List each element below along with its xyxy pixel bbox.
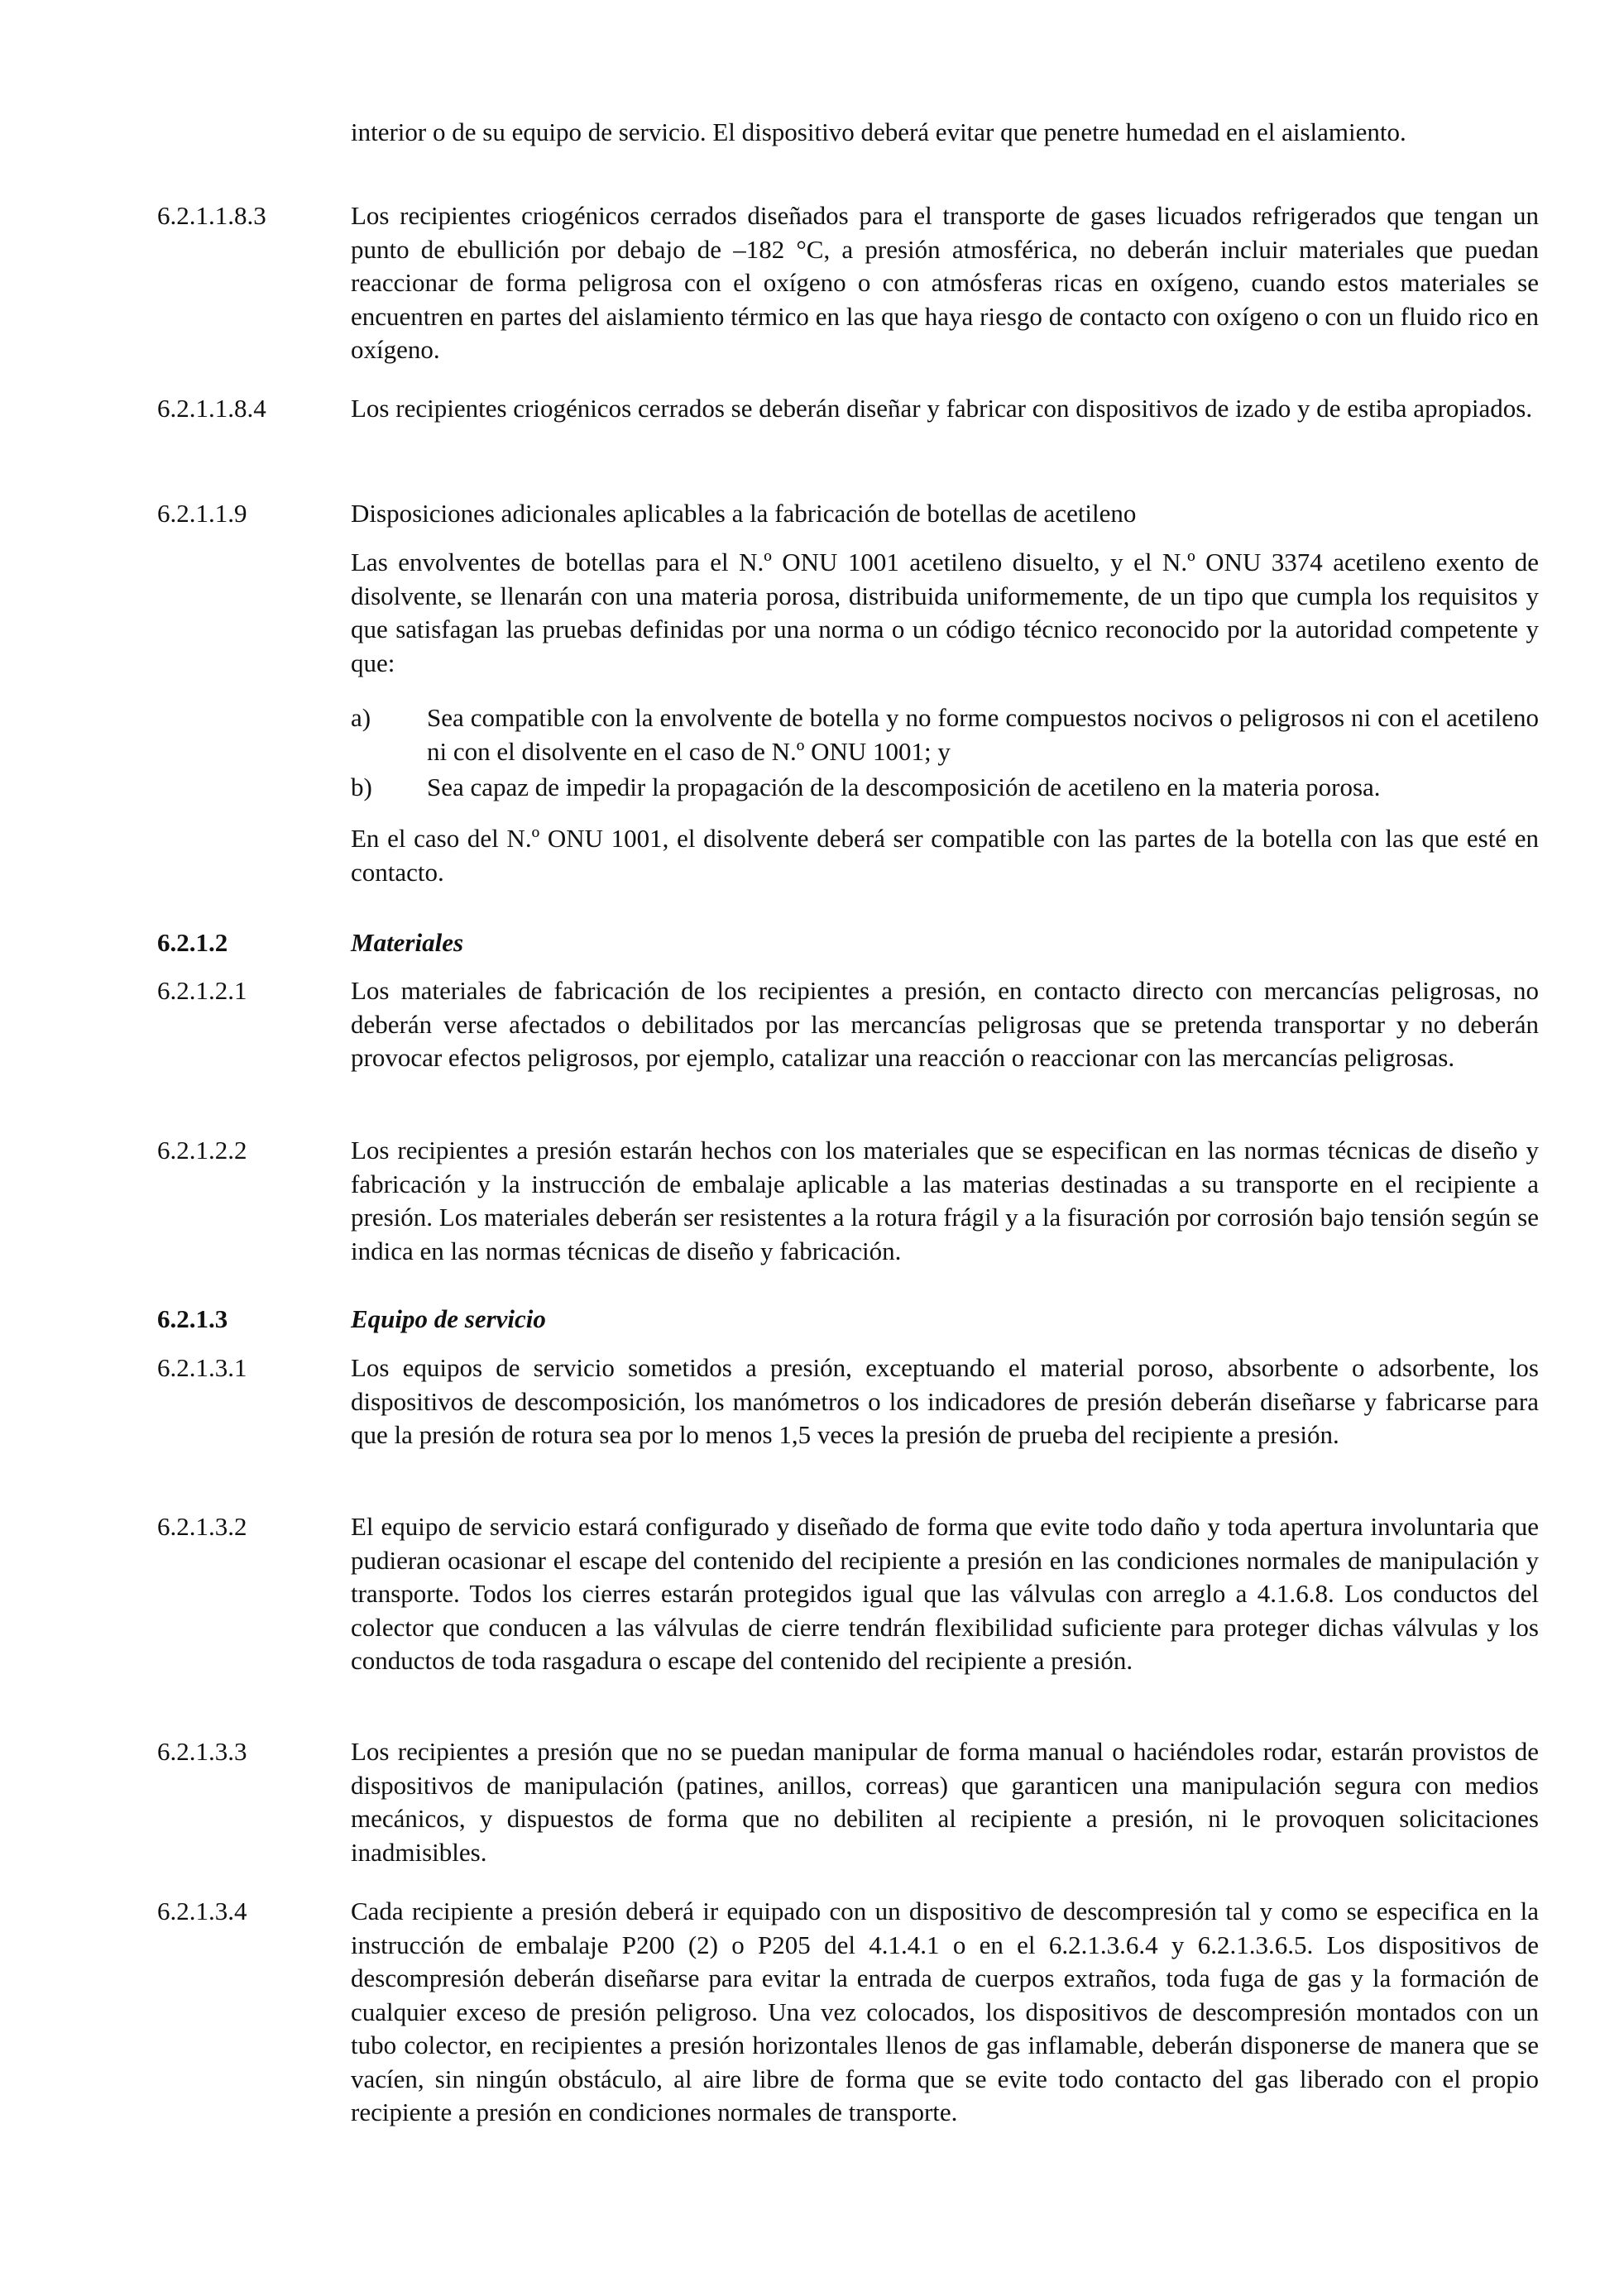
section-heading: Materiales	[351, 928, 464, 957]
section-text: Los recipientes criogénicos cerrados diseñados para el transporte de gases licuados refrigerados que tengan un punto de ebullición por debajo de –182 °C, a presión atmosférica, no deberán incluir materiales que puedan reaccionar de forma peligrosa con el oxígeno o con atmósferas ricas en oxígeno, cuando estos materiales se encuentren en partes del aislamiento térmico en las que haya riesgo de contacto con oxígeno o con un fluido rico en oxígeno.	[351, 201, 1539, 364]
section-number: 6.2.1.3.1	[157, 1353, 247, 1382]
section-text: Cada recipiente a presión deberá ir equipado con un dispositivo de descompresión tal y como se especifica en la instrucción de embalaje P200 (2) o P205 del 4.1.4.1 o en el 6.2.1.3.6.4 y 6.2.1.3.6.5. Los dispositivos de descompresión deberán diseñarse para evitar la entrada de cuerpos extraños, toda fuga de gas y la formación de cualquier exceso de presión peligroso. Una vez colocados, los dispositivos de descompresión montados con un tubo colector, en recipientes a presión horizontales llenos de gas inflamable, deberán disponerse de manera que se vacíen, sin ningún obstáculo, al aire libre de forma que se evite todo contacto del gas liberado con el propio recipiente a presión en condiciones normales de transporte.	[351, 1897, 1539, 2126]
section-number: 6.2.1.2	[157, 928, 228, 957]
section-number: 6.2.1.2.1	[157, 976, 247, 1005]
paragraph-text: Las envolventes de botellas para el N.º ONU 1001 acetileno disuelto, y el N.º ONU 3374 acetileno exento de disolvente, se llenarán con una materia porosa, distribuida uniformemente, de un tipo que cumpla los requisitos y que satisfagan las pruebas definidas por una norma o un código técnico reconocido por la autoridad competente y que:	[351, 548, 1539, 677]
paragraph-text: En el caso del N.º ONU 1001, el disolvente deberá ser compatible con las partes de la botella con las que esté en contacto.	[351, 824, 1539, 887]
section-number: 6.2.1.3.4	[157, 1897, 247, 1925]
section-number: 6.2.1.3.2	[157, 1512, 247, 1541]
section-number: 6.2.1.1.9	[157, 499, 247, 528]
section-number: 6.2.1.2.2	[157, 1136, 247, 1165]
section-number: 6.2.1.1.8.4	[157, 394, 266, 423]
section-text: El equipo de servicio estará configurado y diseñado de forma que evite todo daño y toda apertura involuntaria que pudieran ocasionar el escape del contenido del recipiente a presión en las condiciones normales de manipulación y transporte. Todos los cierres estarán protegidos igual que las válvulas con arreglo a 4.1.6.8. Los conductos del colector que conducen a las válvulas de cierre tendrán flexibilidad suficiente para proteger dichas válvulas y los conductos de toda rasgadura o escape del contenido del recipiente a presión.	[351, 1512, 1539, 1675]
section-text: Los recipientes criogénicos cerrados se deberán diseñar y fabricar con dispositivos de izado y de estiba apropiados.	[351, 394, 1533, 423]
list-label: b)	[351, 773, 372, 801]
list-text: Sea capaz de impedir la propagación de la descomposición de acetileno en la materia porosa.	[427, 773, 1381, 801]
section-text: Los materiales de fabricación de los recipientes a presión, en contacto directo con mercancías peligrosas, no deberán verse afectados o debilitados por las mercancías peligrosas que se pretenda transportar y no deberán provocar efectos peligrosos, por ejemplo, catalizar una reacción o reaccionar con las mercancías peligrosas.	[351, 976, 1539, 1072]
section-text: Los recipientes a presión que no se puedan manipular de forma manual o haciéndoles rodar, estarán provistos de dispositivos de manipulación (patines, anillos, correas) que garanticen una manipulación segura con medios mecánicos, y dispuestos de forma que no debiliten al recipiente a presión, ni le provoquen solicitaciones inadmisibles.	[351, 1737, 1539, 1867]
list-text: Sea compatible con la envolvente de botella y no forme compuestos nocivos o peligrosos ni con el acetileno ni con el disolvente en el caso de N.º ONU 1001; y	[427, 703, 1539, 766]
section-number: 6.2.1.3	[157, 1304, 228, 1333]
paragraph-text: interior o de su equipo de servicio. El dispositivo deberá evitar que penetre humedad en el aislamiento.	[351, 117, 1406, 146]
section-text: Los recipientes a presión estarán hechos con los materiales que se especifican en las normas técnicas de diseño y fabricación y la instrucción de embalaje aplicable a las materias destinadas a su transporte en el recipiente a presión. Los materiales deberán ser resistentes a la rotura frágil y a la fisuración por corrosión bajo tensión según se indica en las normas técnicas de diseño y fabricación.	[351, 1136, 1539, 1265]
section-number: 6.2.1.3.3	[157, 1737, 247, 1766]
list-label: a)	[351, 703, 371, 732]
section-number: 6.2.1.1.8.3	[157, 201, 266, 230]
section-title: Disposiciones adicionales aplicables a la fabricación de botellas de acetileno	[351, 499, 1137, 528]
section-heading: Equipo de servicio	[351, 1304, 546, 1333]
section-text: Los equipos de servicio sometidos a presión, exceptuando el material poroso, absorbente o adsorbente, los dispositivos de descomposición, los manómetros o los indicadores de presión deberán diseñarse y fabricarse para que la presión de rotura sea por lo menos 1,5 veces la presión de prueba del recipiente a presión.	[351, 1353, 1539, 1449]
